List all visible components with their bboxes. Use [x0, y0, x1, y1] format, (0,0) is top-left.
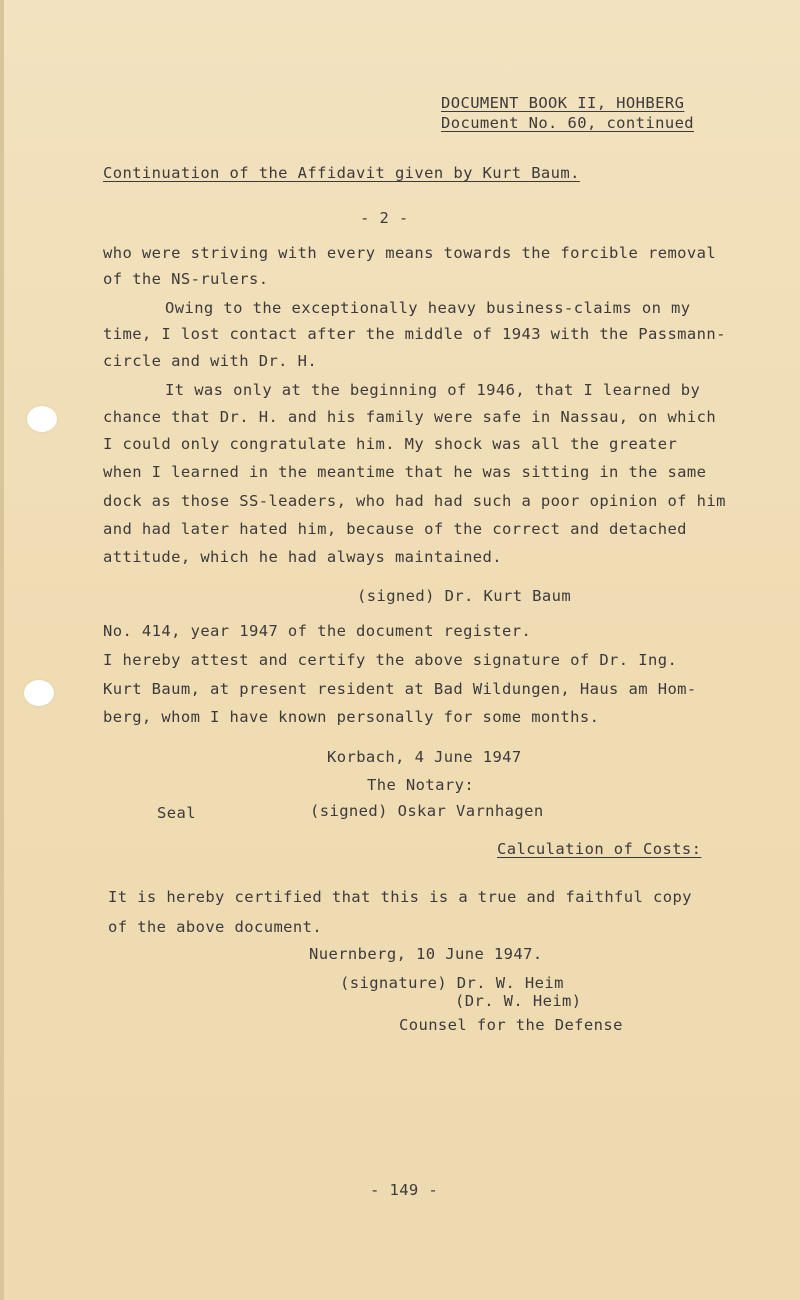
- header-book: DOCUMENT BOOK II, HOHBERG: [441, 94, 685, 112]
- register-line: No. 414, year 1947 of the document register.: [103, 622, 532, 640]
- defense-name: (Dr. W. Heim): [455, 992, 582, 1010]
- attest-line: berg, whom I have known personally for some months.: [103, 708, 600, 726]
- certification-line: It is hereby certified that this is a true and faithful copy: [108, 888, 692, 906]
- closing-place-date: Nuernberg, 10 June 1947.: [309, 945, 543, 963]
- body-line: and had later hated him, because of the correct and detached: [103, 520, 687, 538]
- attest-line: I hereby attest and certify the above signature of Dr. Ing.: [103, 651, 678, 669]
- body-line: Owing to the exceptionally heavy business-claims on my: [165, 299, 691, 317]
- body-line: of the NS-rulers.: [103, 270, 269, 288]
- page-edge: [0, 0, 4, 1300]
- page-marker: - 2 -: [360, 209, 409, 227]
- affiant-signature: (signed) Dr. Kurt Baum: [357, 587, 572, 605]
- seal-label: Seal: [157, 804, 196, 822]
- punch-hole: [24, 680, 54, 706]
- page-number: - 149 -: [370, 1181, 439, 1199]
- document-title: Continuation of the Affidavit given by Kurt Baum.: [103, 164, 580, 182]
- body-line: It was only at the beginning of 1946, that I learned by: [165, 381, 701, 399]
- body-line: I could only congratulate him. My shock was all the greater: [103, 435, 678, 453]
- costs-heading: Calculation of Costs:: [497, 840, 702, 858]
- attest-line: Kurt Baum, at present resident at Bad Wildungen, Haus am Hom-: [103, 680, 697, 698]
- body-line: when I learned in the meantime that he was sitting in the same: [103, 463, 707, 481]
- body-line: dock as those SS-leaders, who had had such a poor opinion of him: [103, 492, 726, 510]
- notary-title: The Notary:: [367, 776, 475, 794]
- body-line: who were striving with every means towards the forcible removal: [103, 244, 717, 262]
- body-line: attitude, which he had always maintained.: [103, 548, 503, 566]
- notary-place-date: Korbach, 4 June 1947: [327, 748, 522, 766]
- body-line: chance that Dr. H. and his family were safe in Nassau, on which: [103, 408, 717, 426]
- defense-signature: (signature) Dr. W. Heim: [340, 974, 564, 992]
- body-line: time, I lost contact after the middle of 1943 with the Passmann-: [103, 325, 726, 343]
- certification-line: of the above document.: [108, 918, 323, 936]
- body-line: circle and with Dr. H.: [103, 352, 318, 370]
- punch-hole: [27, 406, 57, 432]
- defense-role: Counsel for the Defense: [399, 1016, 623, 1034]
- header-document: Document No. 60, continued: [441, 114, 695, 132]
- notary-signature: (signed) Oskar Varnhagen: [310, 802, 544, 820]
